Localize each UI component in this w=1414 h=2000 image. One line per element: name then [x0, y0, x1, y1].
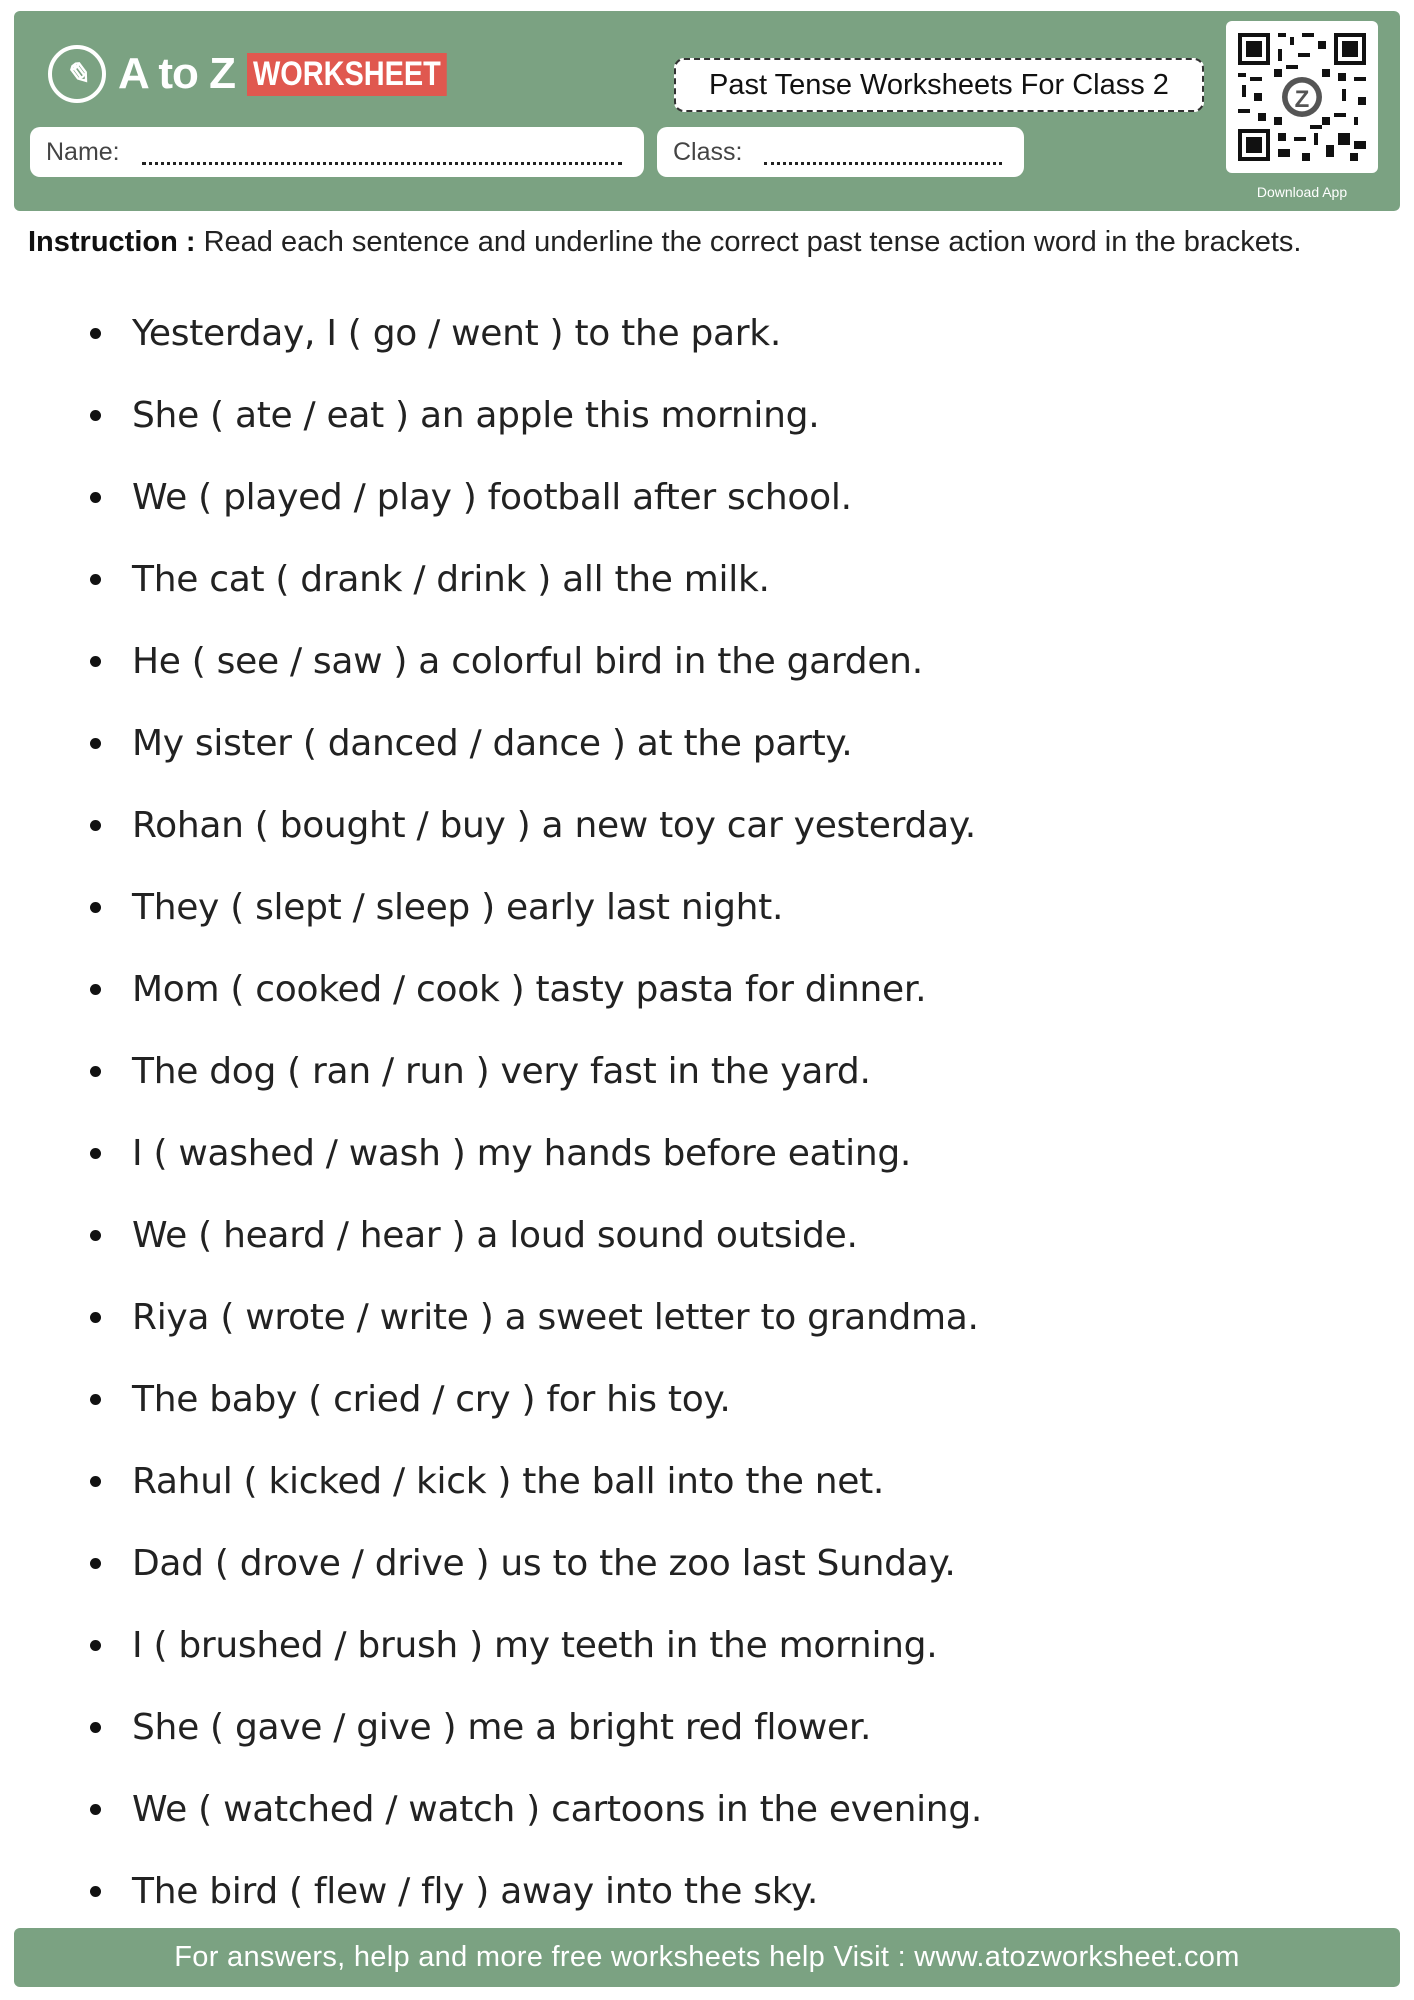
- bullet-icon: [90, 1804, 101, 1815]
- list-item: [90, 784, 982, 866]
- sentence-text: They ( slept / sleep ) early last night.: [132, 886, 784, 928]
- sentence-text: She ( ate / eat ) an apple this morning.: [132, 394, 820, 436]
- bullet-icon: [90, 328, 101, 339]
- sentence-text: Mom ( cooked / cook ) tasty pasta for dinner.: [132, 968, 927, 1010]
- list-item: [90, 292, 982, 374]
- class-field[interactable]: [657, 127, 1024, 177]
- bullet-icon: [90, 1476, 101, 1487]
- list-item: [90, 1768, 982, 1850]
- sentence-text: Rahul ( kicked / kick ) the ball into the net.: [132, 1460, 885, 1502]
- list-item: [90, 538, 982, 620]
- list-item: [90, 1030, 982, 1112]
- name-field[interactable]: [30, 127, 644, 177]
- sentence-text: Riya ( wrote / write ) a sweet letter to grandma.: [132, 1296, 979, 1338]
- bullet-icon: [90, 656, 101, 667]
- list-item: [90, 1194, 982, 1276]
- sentence-text: She ( gave / give ) me a bright red flower.: [132, 1706, 872, 1748]
- sentence-text: My sister ( danced / dance ) at the party.: [132, 722, 853, 764]
- bullet-icon: [90, 1558, 101, 1569]
- bullet-icon: [90, 1640, 101, 1651]
- sentence-text: We ( heard / hear ) a loud sound outside.: [132, 1214, 858, 1256]
- list-item: [90, 702, 982, 784]
- bullet-icon: [90, 1886, 101, 1897]
- sentence-text: He ( see / saw ) a colorful bird in the garden.: [132, 640, 923, 682]
- sentence-text: I ( brushed / brush ) my teeth in the morning.: [132, 1624, 938, 1666]
- bullet-icon: [90, 984, 101, 995]
- qr-code-graphic: [1234, 29, 1370, 165]
- bullet-icon: [90, 410, 101, 421]
- logo-badge: WORKSHEET: [247, 53, 447, 96]
- class-label: Class:: [673, 137, 743, 166]
- worksheet-title: [674, 58, 1204, 112]
- footer-text[interactable]: For answers, help and more free worksheets help Visit : www.atozworksheet.com: [174, 1941, 1240, 1973]
- sentence-text: Dad ( drove / drive ) us to the zoo last Sunday.: [132, 1542, 956, 1584]
- sentence-text: The baby ( cried / cry ) for his toy.: [132, 1378, 731, 1420]
- bullet-icon: [90, 1066, 101, 1077]
- bullet-icon: [90, 820, 101, 831]
- list-item: [90, 1604, 982, 1686]
- bullet-icon: [90, 492, 101, 503]
- list-item: [90, 1686, 982, 1768]
- sentence-text: The bird ( flew / fly ) away into the sky.: [132, 1870, 818, 1912]
- site-logo[interactable]: [48, 45, 482, 103]
- bullet-icon: [90, 1312, 101, 1323]
- instruction: [28, 226, 1301, 259]
- list-item: [90, 374, 982, 456]
- logo-text: A to Z: [118, 49, 235, 98]
- bullet-icon: [90, 1394, 101, 1405]
- sentence-list: [90, 292, 982, 1932]
- list-item: [90, 1850, 982, 1932]
- list-item: [90, 866, 982, 948]
- sentence-text: We ( played / play ) football after school.: [132, 476, 852, 518]
- instruction-text: Read each sentence and underline the correct past tense action word in the brackets.: [203, 226, 1302, 258]
- sentence-text: Rohan ( bought / buy ) a new toy car yesterday.: [132, 804, 976, 846]
- pencil-circle-icon: ✎: [48, 45, 106, 103]
- bullet-icon: [90, 902, 101, 913]
- list-item: [90, 1522, 982, 1604]
- sentence-text: Yesterday, I ( go / went ) to the park.: [132, 312, 781, 354]
- sentence-text: The cat ( drank / drink ) all the milk.: [132, 558, 770, 600]
- list-item: [90, 1440, 982, 1522]
- list-item: [90, 948, 982, 1030]
- sentence-text: We ( watched / watch ) cartoons in the evening.: [132, 1788, 983, 1830]
- sentence-text: The dog ( ran / run ) very fast in the yard.: [132, 1050, 871, 1092]
- footer-band: [14, 1928, 1400, 1987]
- worksheet-title-text: Past Tense Worksheets For Class 2: [709, 68, 1169, 101]
- svg-text:Z: Z: [1294, 86, 1310, 113]
- name-label: Name:: [46, 137, 120, 166]
- qr-code-icon[interactable]: [1226, 21, 1378, 173]
- list-item: [90, 1112, 982, 1194]
- header-band: [14, 11, 1400, 211]
- bullet-icon: [90, 1722, 101, 1733]
- sentence-text: I ( washed / wash ) my hands before eating.: [132, 1132, 912, 1174]
- list-item: [90, 1358, 982, 1440]
- bullet-icon: [90, 738, 101, 749]
- name-line[interactable]: [142, 140, 622, 165]
- list-item: [90, 620, 982, 702]
- bullet-icon: [90, 1148, 101, 1159]
- list-item: [90, 1276, 982, 1358]
- list-item: [90, 456, 982, 538]
- bullet-icon: [90, 1230, 101, 1241]
- instruction-label: Instruction :: [28, 226, 196, 258]
- class-line[interactable]: [764, 140, 1002, 165]
- download-app-link[interactable]: Download App: [1256, 184, 1348, 200]
- bullet-icon: [90, 574, 101, 585]
